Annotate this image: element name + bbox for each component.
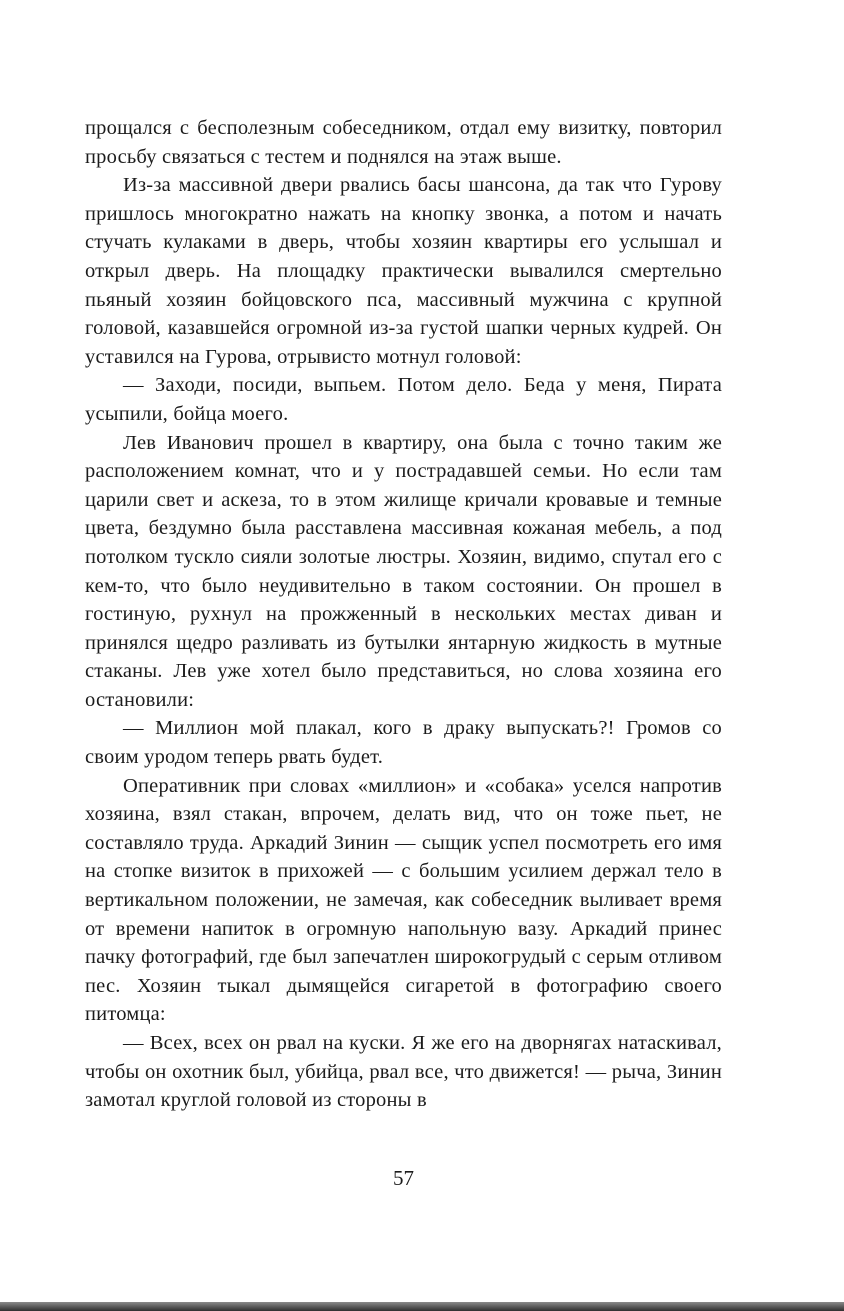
paragraph: прощался с бесполезным собеседником, отдал ему визитку, повторил просьбу связаться с тестем и поднялся на этаж выше. <box>85 117 722 168</box>
scan-edge-artifact <box>0 1302 844 1311</box>
paragraph: Лев Иванович прошел в квартиру, она была с точно таким же расположением комнат, что и у пострадавшей семьи. Но если там царили свет и аскеза, то в этом жилище кричали кровавые и темные цвета, бездумно была расставлена массивная кожаная мебель, а под потолком тускло сияли золотые люстры. Хозяин, видимо, спутал его с кем-то, что было неудивительно в таком состоянии. Он прошел в гостиную, рухнул на прожженный в нескольких местах диван и принялся щедро разливать из бутылки янтарную жидкость в мутные стаканы. Лев уже хотел было представиться, но слова хозяина его остановили: <box>85 431 722 711</box>
page-number: 57 <box>393 1166 414 1190</box>
paragraph: — Заходи, посиди, выпьем. Потом дело. Беда у меня, Пирата усыпили, бойца моего. <box>85 374 722 425</box>
paragraph: Из-за массивной двери рвались басы шансона, да так что Гурову пришлось многократно нажать на кнопку звонка, а потом и начать стучать кулаками в дверь, чтобы хозяин квартиры его услышал и открыл дверь. На площадку практически вывалился смертельно пьяный хозяин бойцовского пса, массивный мужчина с крупной головой, казавшейся огромной из-за густой шапки черных кудрей. Он уставился на Гурова, отрывисто мотнул головой: <box>85 174 722 368</box>
paragraph: — Миллион мой плакал, кого в драку выпускать?! Громов со своим уродом теперь рвать будет. <box>85 717 722 769</box>
page-text <box>85 114 722 1115</box>
paragraph: — Всех, всех он рвал на куски. Я же его на дворнягах натаскивал, чтобы он охотник был, убийца, рвал все, что движется! — рыча, Зинин замотал круглой головой из стороны в <box>85 1032 722 1112</box>
paragraph: Оперативник при словах «миллион» и «собака» уселся напротив хозяина, взял стакан, впрочем, делать вид, что он тоже пьет, не составляло труда. Аркадий Зинин — сыщик успел посмотреть его имя на стопке визиток в прихожей — с большим усилием держал тело в вертикальном положении, не замечая, как собеседник выливает время от времени напиток в огромную напольную вазу. Аркадий принес пачку фотографий, где был запечатлен широкогрудый с серым отливом пес. Хозяин тыкал дымящейся сигаретой в фотографию своего питомца: <box>85 774 722 1026</box>
